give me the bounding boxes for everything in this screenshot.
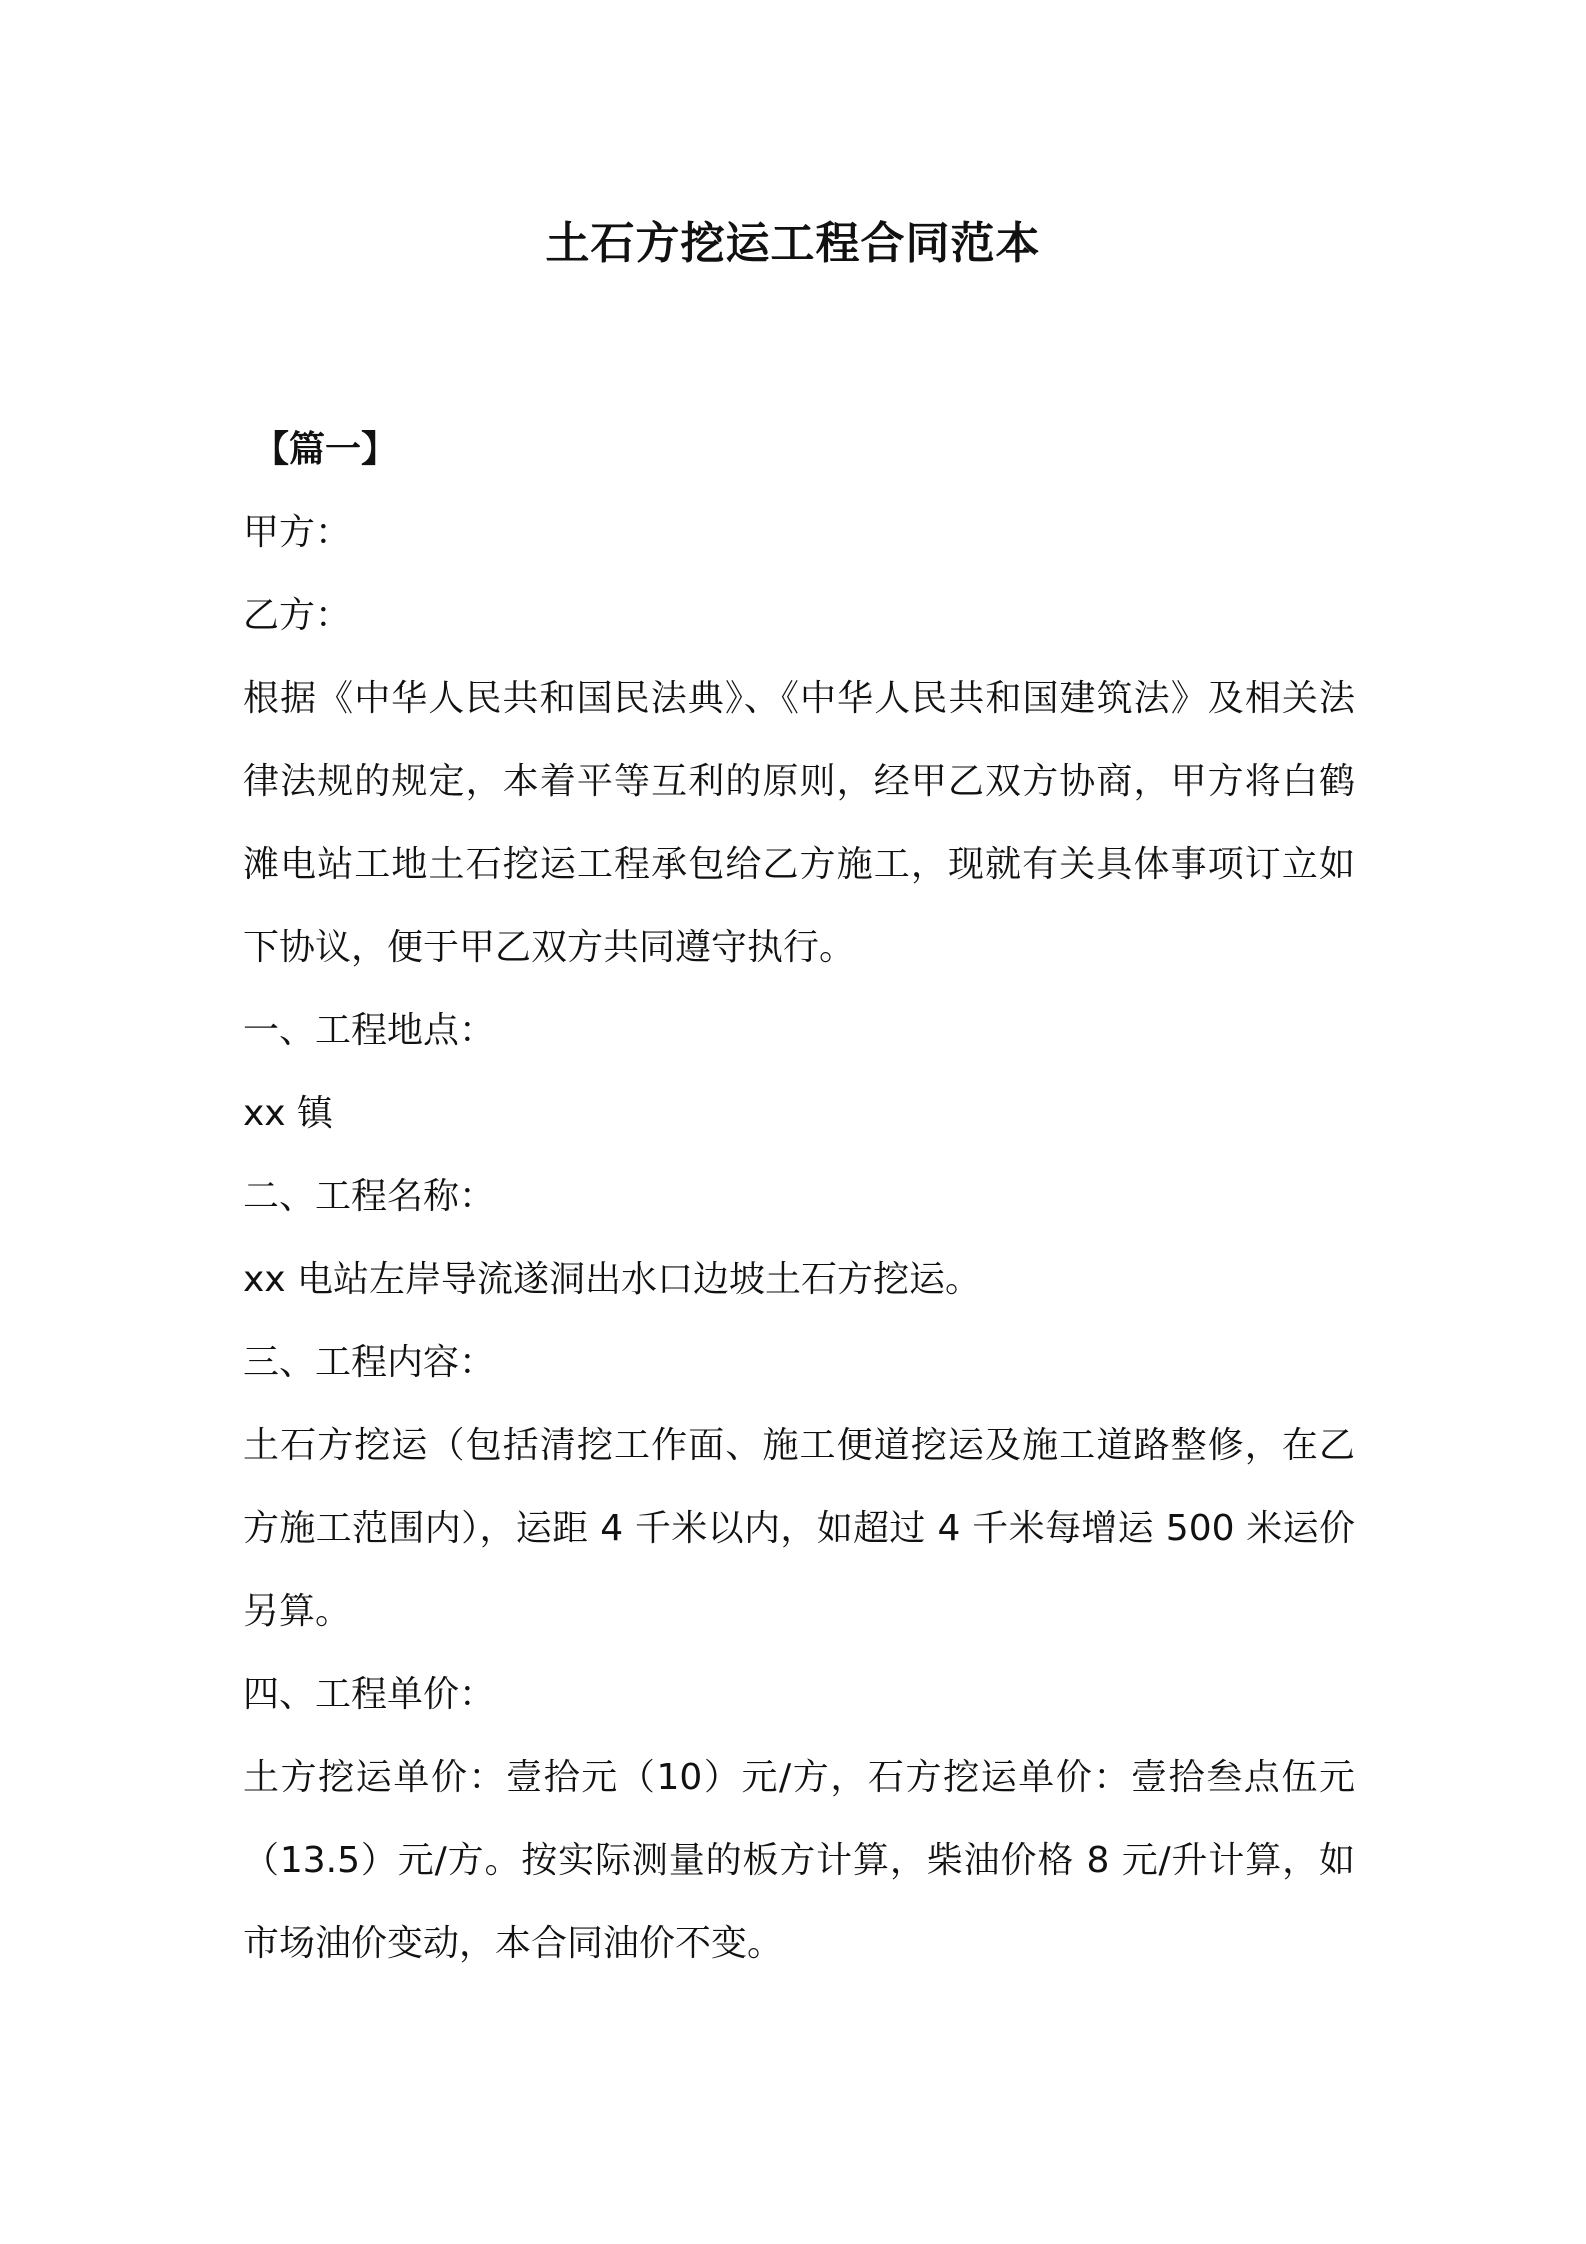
item4-line: 市场油价变动，本合同油价不变。 — [243, 1923, 784, 1964]
item1-content: xx 镇 — [243, 1093, 334, 1134]
item3-heading: 三、工程内容： — [243, 1342, 496, 1383]
document-body — [243, 408, 1355, 1985]
item4-line: （13.5）元/方。按实际测量的板方计算，柴油价格 8 元/升计算，如 — [243, 1840, 1355, 1881]
party-a-label: 甲方： — [243, 512, 352, 553]
section-tag: 【篇一】 — [253, 429, 398, 470]
document-title: 土石方挖运工程合同范本 — [545, 218, 1041, 269]
intro-line: 根据《中华人民共和国民法典》、《中华人民共和国建筑法》及相关法 — [243, 678, 1355, 719]
item4-line: 土方挖运单价：壹拾元（10）元/方，石方挖运单价：壹拾叁点伍元 — [243, 1757, 1355, 1798]
item4-heading: 四、工程单价： — [243, 1674, 496, 1715]
intro-line: 滩电站工地土石挖运工程承包给乙方施工，现就有关具体事项订立如 — [243, 844, 1355, 885]
item2-content: xx 电站左岸导流遂洞出水口边坡土石方挖运。 — [243, 1259, 982, 1300]
party-b-label: 乙方： — [243, 595, 352, 636]
intro-line: 下协议，便于甲乙双方共同遵守执行。 — [243, 927, 856, 968]
intro-line: 律法规的规定，本着平等互利的原则，经甲乙双方协商，甲方将白鹤 — [243, 761, 1355, 802]
item3-line: 土石方挖运（包括清挖工作面、施工便道挖运及施工道路整修，在乙 — [243, 1425, 1355, 1466]
item3-line: 方施工范围内），运距 4 千米以内，如超过 4 千米每增运 500 米运价 — [243, 1508, 1355, 1549]
item2-heading: 二、工程名称： — [243, 1176, 496, 1217]
item3-line: 另算。 — [243, 1591, 352, 1632]
item1-heading: 一、工程地点： — [243, 1010, 496, 1051]
